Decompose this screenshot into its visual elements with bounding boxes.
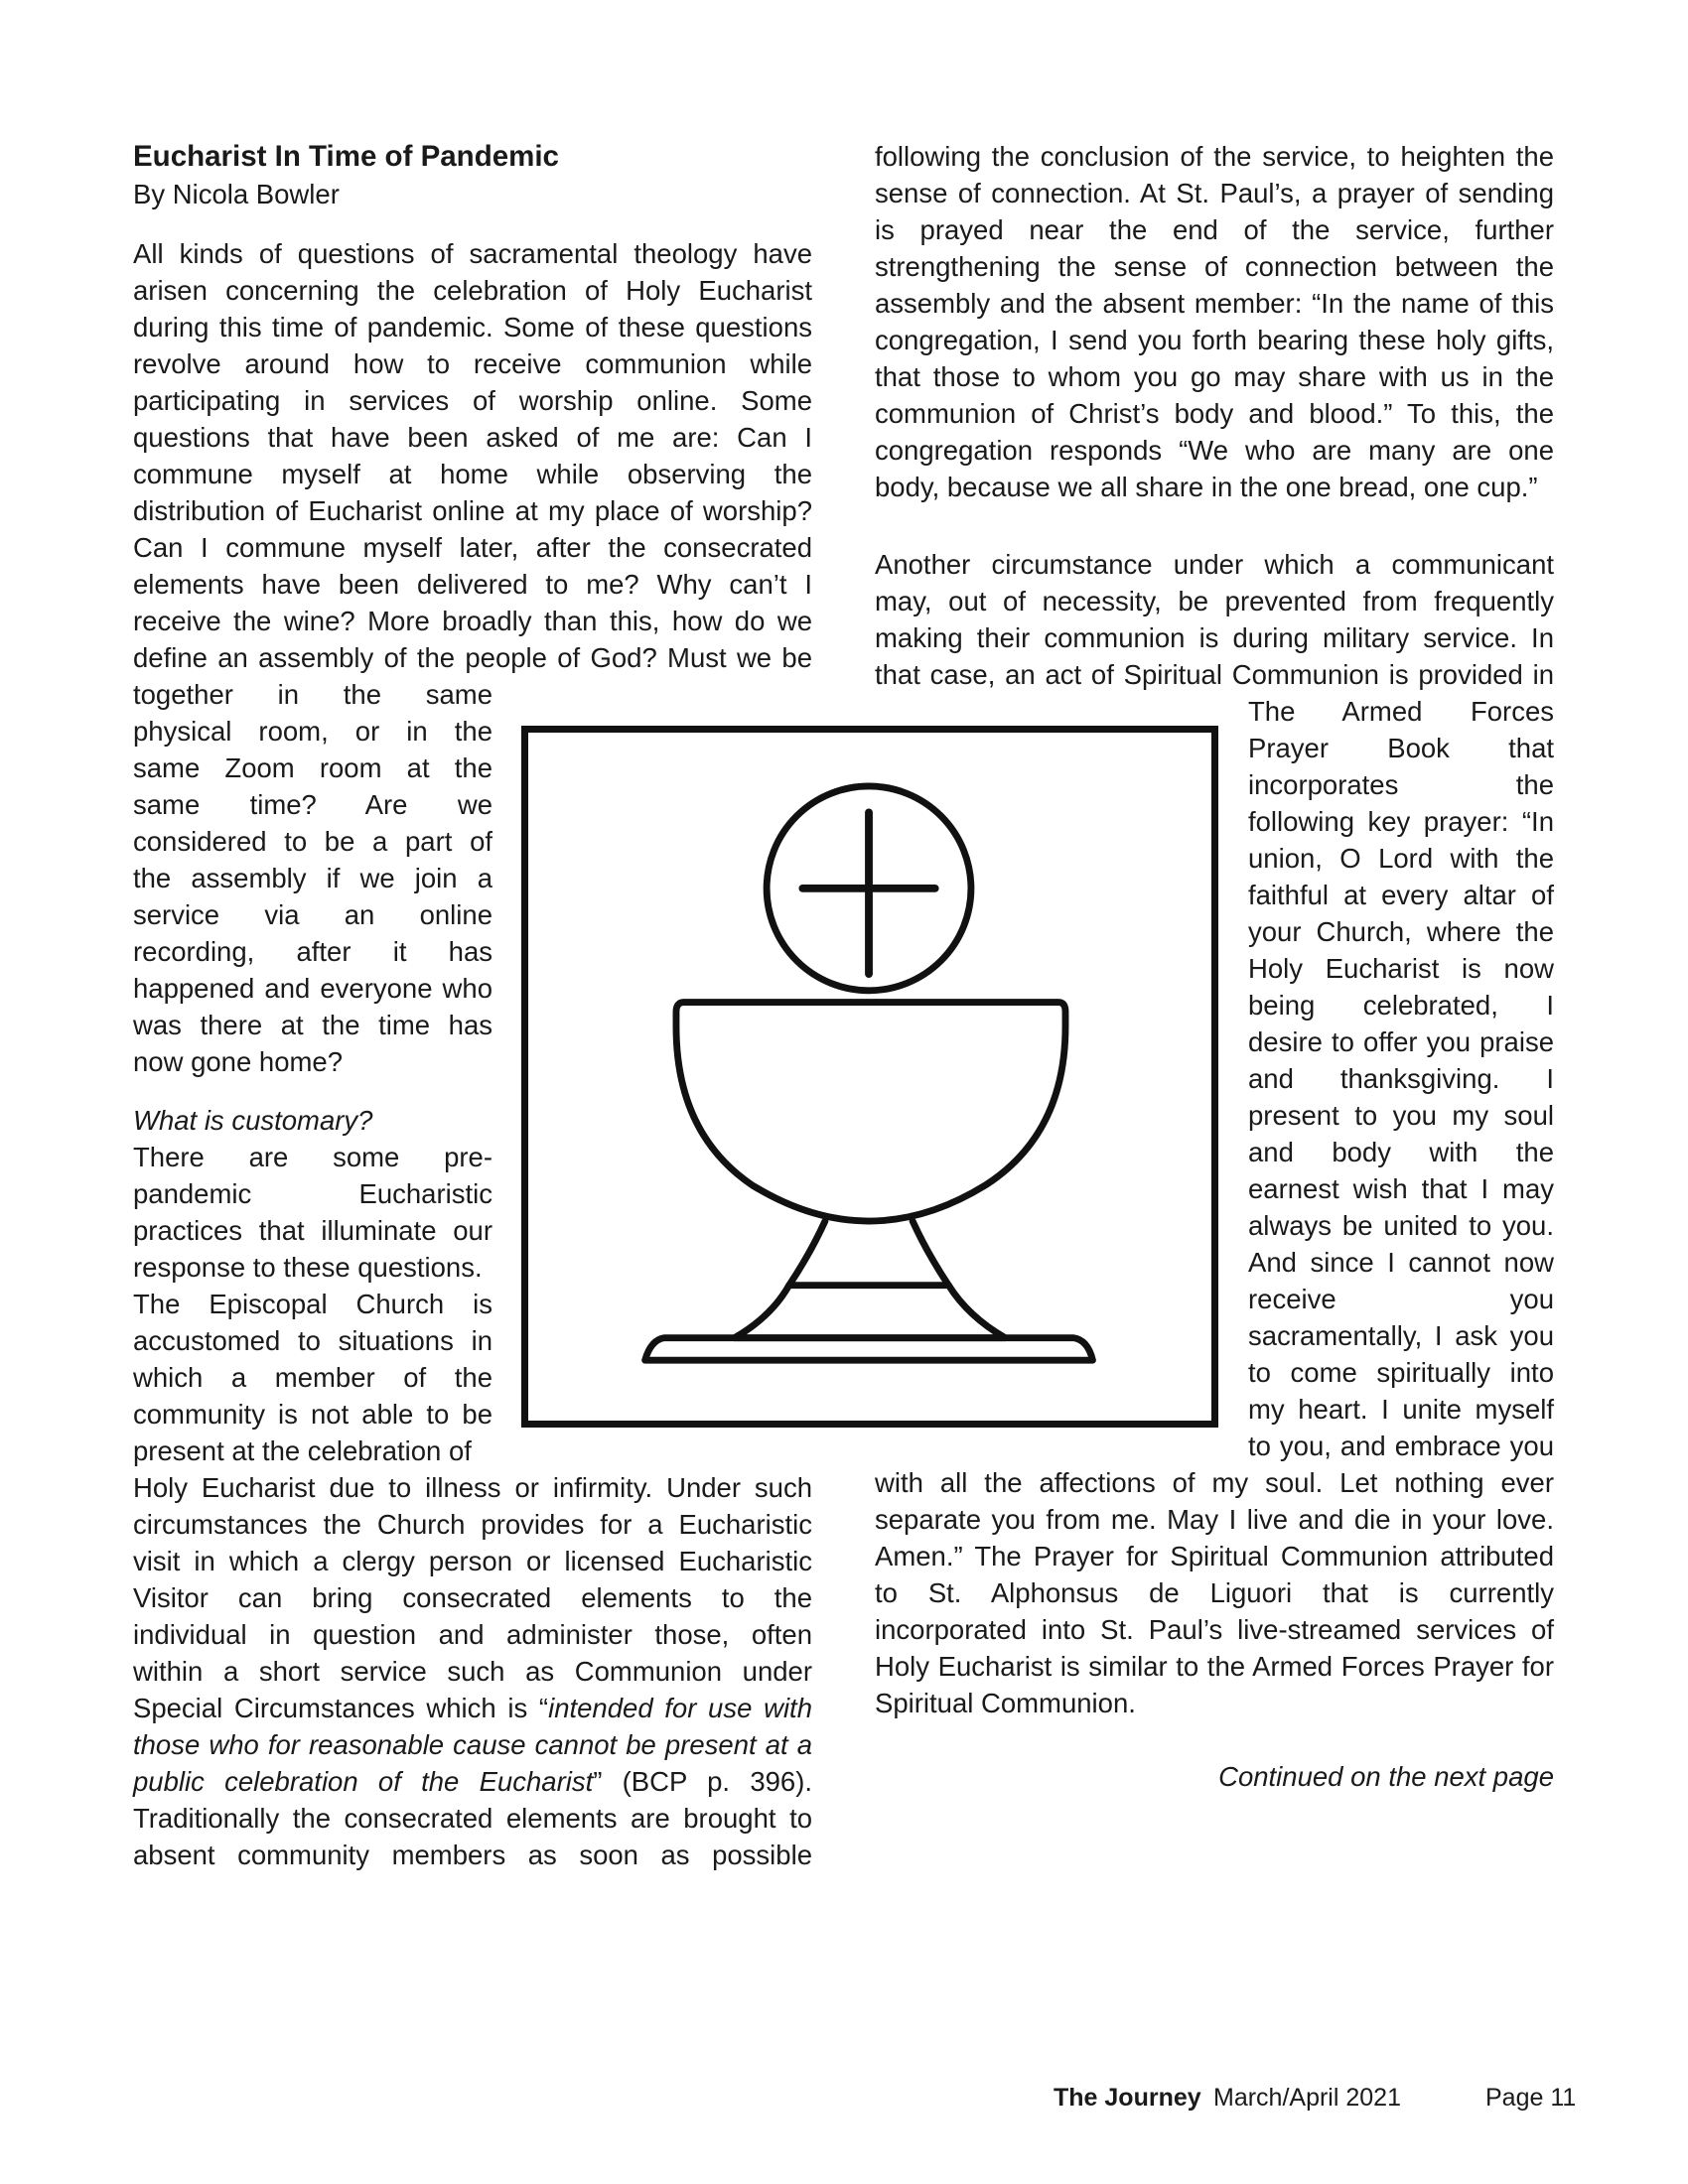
body-line: assembly and the absent member: “In the name of this: [875, 288, 1554, 319]
body-line: communion of Christ’s body and blood.” To this, the: [875, 398, 1554, 429]
body-line: desire to offer you praise: [1248, 1026, 1554, 1057]
body-line: sacramentally, I ask you: [1248, 1320, 1554, 1351]
body-line: absent community members as soon as possible: [133, 1840, 812, 1870]
body-line: happened and everyone who: [133, 973, 492, 1004]
body-line: that case, an act of Spiritual Communion is provided in: [875, 659, 1554, 690]
body-line: following key prayer: “In: [1248, 806, 1554, 837]
body-line: your Church, where the: [1248, 916, 1554, 947]
body-line: Special Circumstances which is “intended for use with: [133, 1693, 812, 1723]
body-line: and body with the: [1248, 1137, 1554, 1167]
cup-stem: [789, 1221, 949, 1286]
body-line: arisen concerning the celebration of Holy Eucharist: [133, 275, 812, 306]
body-line: being celebrated, I: [1248, 990, 1554, 1021]
body-line: service via an online: [133, 899, 492, 930]
body-line: individual in question and administer those, often: [133, 1619, 812, 1650]
body-line: response to these questions.: [133, 1252, 483, 1283]
body-line: community is not able to be: [133, 1399, 492, 1430]
body-line: together in the same: [133, 679, 492, 710]
body-line: considered to be a part of: [133, 826, 492, 857]
body-line: The Episcopal Church is: [133, 1289, 492, 1319]
body-line: All kinds of questions of sacramental theology have: [133, 238, 812, 269]
body-line: elements have been delivered to me? Why can’t I: [133, 569, 812, 600]
body-line: congregation, I send you forth bearing these holy gifts,: [875, 325, 1554, 355]
body-line: always be united to you.: [1248, 1210, 1554, 1241]
body-line: commune myself at home while observing the: [133, 459, 812, 489]
body-line: now gone home?: [133, 1046, 343, 1077]
body-line: following the conclusion of the service, to heighten the: [875, 141, 1554, 172]
chalice-icon: [528, 733, 1211, 1421]
body-line: visit in which a clergy person or licensed Eucharistic: [133, 1546, 812, 1576]
footer-issue: March/April 2021: [1213, 2084, 1401, 2112]
continued-note: Continued on the next page: [1218, 1761, 1554, 1792]
body-line: Holy Eucharist is similar to the Armed Forces Prayer for: [875, 1651, 1554, 1682]
body-line: physical room, or in the: [133, 716, 492, 747]
body-line: is prayed near the end of the service, further: [875, 214, 1554, 245]
body-line: There are some pre-: [133, 1142, 492, 1172]
body-line: those who for reasonable cause cannot be present at a: [133, 1729, 812, 1760]
body-line: Traditionally the consecrated elements are brought to: [133, 1803, 812, 1834]
body-line: to St. Alphonsus de Liguori that is currently: [875, 1577, 1554, 1608]
body-line: Spiritual Communion.: [875, 1688, 1136, 1718]
body-line: that those to whom you go may share with us in the: [875, 361, 1554, 392]
article-title: Eucharist In Time of Pandemic: [133, 140, 559, 173]
footer-publication: The Journey: [1054, 2084, 1201, 2112]
body-line: Visitor can bring consecrated elements to the: [133, 1582, 812, 1613]
chalice-illustration: [521, 726, 1218, 1428]
body-line: Holy Eucharist due to illness or infirmity. Under such: [133, 1472, 812, 1503]
body-line: incorporates the: [1248, 769, 1554, 800]
body-line: to come spiritually into: [1248, 1357, 1554, 1388]
body-line: which a member of the: [133, 1362, 492, 1393]
body-line: questions that have been asked of me are: Can I: [133, 422, 812, 453]
body-line: congregation responds “We who are many are one: [875, 435, 1554, 466]
body-line: was there at the time has: [133, 1010, 492, 1040]
body-line: the assembly if we join a: [133, 863, 492, 893]
cup-stem-band: [735, 1286, 1005, 1338]
body-line: pandemic Eucharistic: [133, 1178, 492, 1209]
body-line: body, because we all share in the one bread, one cup.”: [875, 472, 1538, 502]
body-line: making their communion is during military service. In: [875, 622, 1554, 653]
body-line: The Armed Forces: [1248, 696, 1554, 727]
body-line: Prayer Book that: [1248, 733, 1554, 763]
body-line: revolve around how to receive communion while: [133, 348, 812, 379]
body-line: And since I cannot now: [1248, 1247, 1554, 1278]
cup-base: [645, 1338, 1093, 1361]
body-line: to you, and embrace you: [1248, 1431, 1554, 1461]
body-line: sense of connection. At St. Paul’s, a prayer of sending: [875, 178, 1554, 208]
body-line: same time? Are we: [133, 789, 492, 820]
body-line: my heart. I unite myself: [1248, 1394, 1554, 1425]
body-line: Holy Eucharist is now: [1248, 953, 1554, 984]
body-line: and thanksgiving. I: [1248, 1063, 1554, 1094]
body-line: with all the affections of my soul. Let nothing ever: [875, 1467, 1554, 1498]
subheading: What is customary?: [133, 1105, 373, 1136]
body-line: participating in services of worship online. Some: [133, 385, 812, 416]
cup-bowl: [676, 1003, 1065, 1222]
footer-page-number: Page 11: [1485, 2084, 1577, 2112]
body-line: define an assembly of the people of God? Must we be: [133, 642, 812, 673]
body-line: within a short service such as Communion under: [133, 1656, 812, 1687]
body-line: strengthening the sense of connection between the: [875, 251, 1554, 282]
article-byline: By Nicola Bowler: [133, 179, 340, 209]
body-line: faithful at every altar of: [1248, 880, 1554, 910]
body-line: practices that illuminate our: [133, 1215, 492, 1246]
body-line: incorporated into St. Paul’s live-streamed services of: [875, 1614, 1554, 1645]
body-line: distribution of Eucharist online at my place of worship?: [133, 495, 812, 526]
body-line: circumstances the Church provides for a Eucharistic: [133, 1509, 812, 1540]
body-line: during this time of pandemic. Some of these questions: [133, 312, 812, 342]
body-line: separate you from me. May I live and die in your love.: [875, 1504, 1554, 1535]
body-line: receive the wine? More broadly than this, how do we: [133, 606, 812, 636]
body-line: Can I commune myself later, after the consecrated: [133, 532, 812, 563]
body-line: same Zoom room at the: [133, 752, 492, 783]
body-line: may, out of necessity, be prevented from frequently: [875, 586, 1554, 616]
body-line: receive you: [1248, 1284, 1554, 1314]
body-line: Amen.” The Prayer for Spiritual Communion attributed: [875, 1541, 1554, 1571]
body-line: Another circumstance under which a communicant: [875, 549, 1554, 580]
body-line: present at the celebration of: [133, 1435, 472, 1466]
body-line: accustomed to situations in: [133, 1325, 492, 1356]
body-line: present to you my soul: [1248, 1100, 1554, 1131]
body-line: union, O Lord with the: [1248, 843, 1554, 874]
body-line: recording, after it has: [133, 936, 492, 967]
body-line: public celebration of the Eucharist” (BCP p. 396).: [133, 1766, 812, 1797]
body-line: earnest wish that I may: [1248, 1173, 1554, 1204]
